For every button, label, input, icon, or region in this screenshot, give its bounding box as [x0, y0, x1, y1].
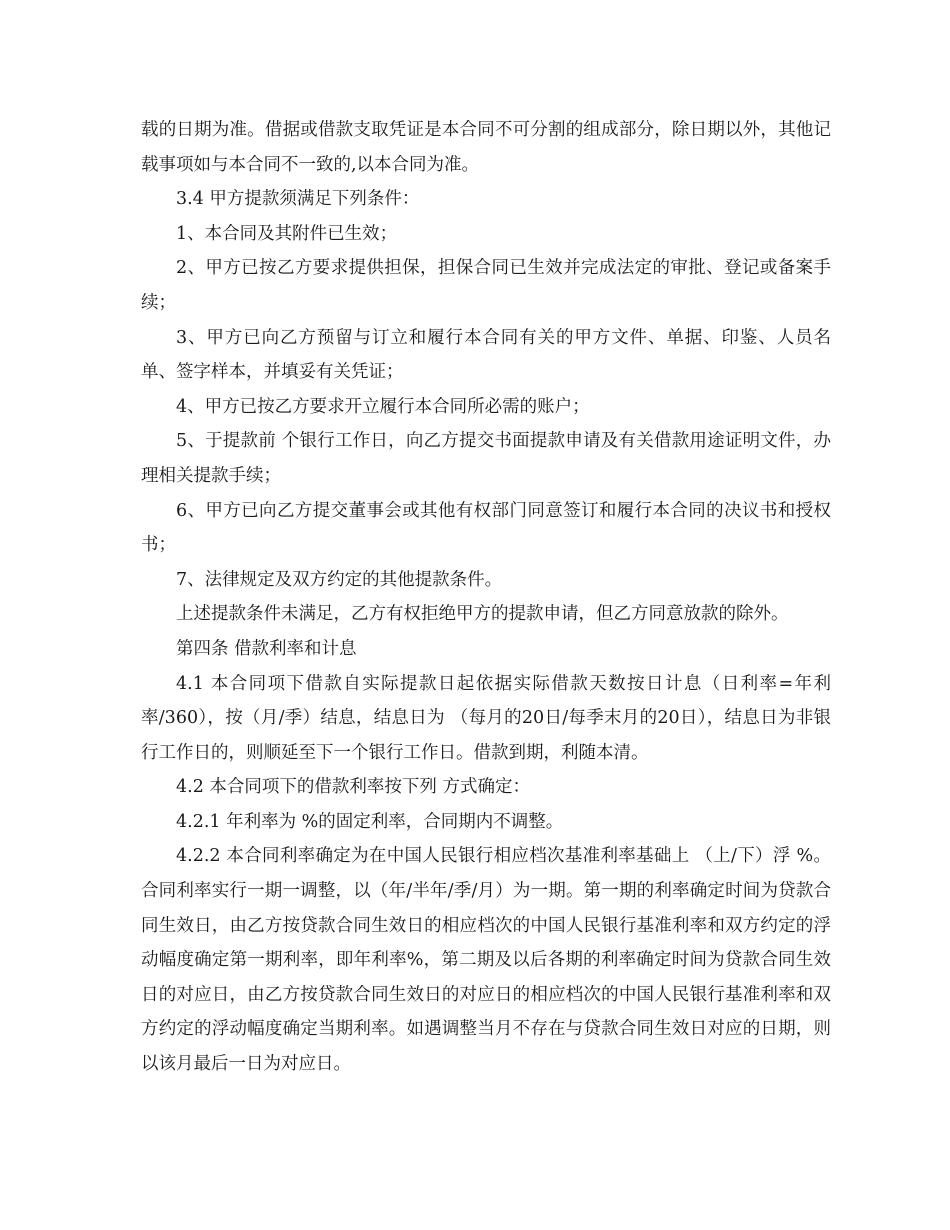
paragraph-condition-7: 7、法律规定及双方约定的其他提款条件。 — [176, 569, 503, 590]
paragraph-conditions-note: 上述提款条件未满足，乙方有权拒绝甲方的提款申请，但乙方同意放款的除外。 — [176, 604, 789, 625]
paragraph-clause-4-2: 4.2 本合同项下的借款利率按下列 方式确定： — [176, 777, 530, 798]
paragraph-clause-4-2-2: 4.2.2 本合同利率确定为在中国人民银行相应档次基准利率基础上 （上/下）浮 %。合同利率实行一期一调整，以（年/半年/季/月）为一期。第一期的利率确定时间为贷款合同生效日，由乙方按贷款合同生效日的相应档次的中国人民银行基准利率和双方约定的浮动幅度确定第一期利率，即年利率%，第二期及以后各期的利率确定时间为贷款合同生效日的对应日，由乙方按贷款合同生效日的对应日的相应档次的中国人民银行基准利率和双方约定的浮动幅度确定当期利率。如遇调整当月不存在与贷款合同生效日对应的日期，则以该月最后一日为对应日。 — [141, 846, 831, 1075]
paragraph-condition-2: 2、甲方已按乙方要求提供担保，担保合同已生效并完成法定的审批、登记或备案手续； — [141, 258, 831, 313]
paragraph-condition-5: 5、于提款前 个银行工作日，向乙方提交书面提款申请及有关借款用途证明文件，办理相关提款手续； — [141, 431, 831, 486]
section-heading-article-4: 第四条 借款利率和计息 — [176, 638, 357, 659]
document-body — [141, 113, 831, 1082]
paragraph-clause-3-4: 3.4 甲方提款须满足下列条件： — [176, 189, 420, 210]
paragraph-clause-4-2-1: 4.2.1 年利率为 %的固定利率，合同期内不调整。 — [176, 811, 564, 832]
paragraph-continuation: 载的日期为准。借据或借款支取凭证是本合同不可分割的组成部分，除日期以外，其他记载事项如与本合同不一致的,以本合同为准。 — [141, 120, 831, 175]
paragraph-condition-1: 1、本合同及其附件已生效； — [176, 223, 398, 244]
paragraph-clause-4-1: 4.1 本合同项下借款自实际提款日起依据实际借款天数按日计息（日利率=年利率/360），按（月/季）结息，结息日为 （每月的20日/每季末月的20日），结息日为非银行工作日的，则顺延至下一个银行工作日。借款到期，利随本清。 — [141, 673, 831, 763]
paragraph-condition-3: 3、甲方已向乙方预留与订立和履行本合同有关的甲方文件、单据、印鉴、人员名单、签字样本，并填妥有关凭证； — [141, 327, 831, 383]
paragraph-condition-4: 4、甲方已按乙方要求开立履行本合同所必需的账户； — [176, 396, 590, 417]
paragraph-condition-6: 6、甲方已向乙方提交董事会或其他有权部门同意签订和履行本合同的决议书和授权书； — [141, 500, 831, 556]
